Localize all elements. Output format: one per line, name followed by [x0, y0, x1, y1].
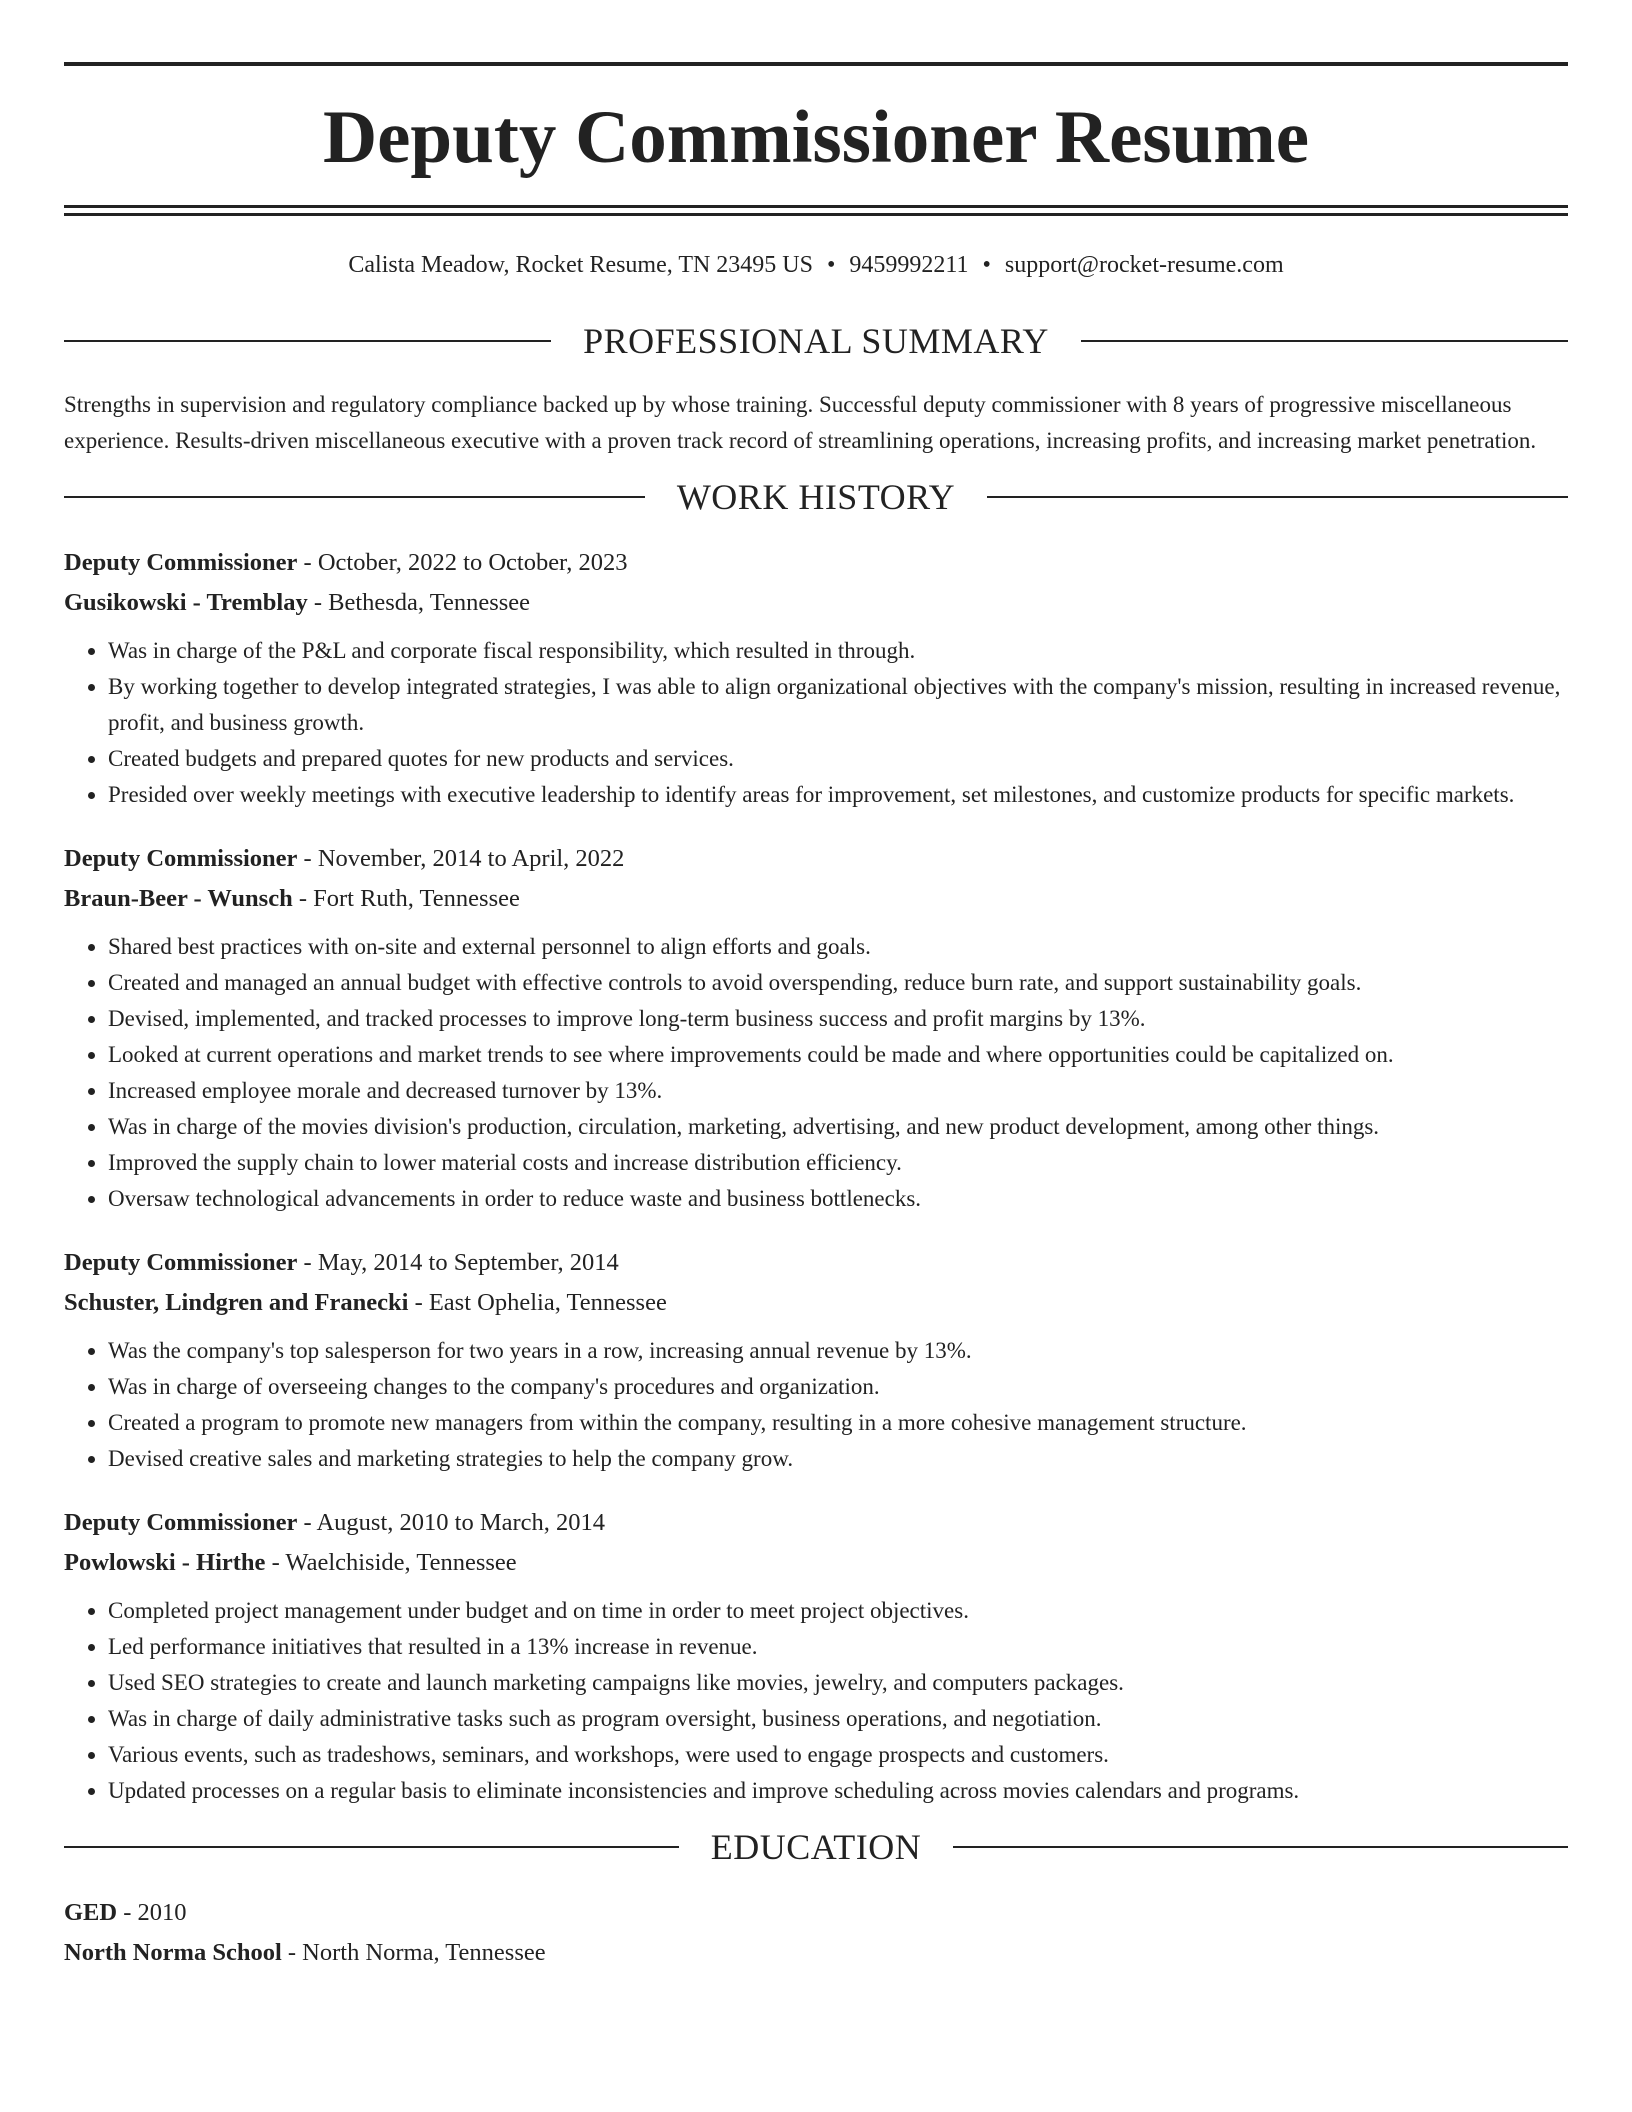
- job-entry: [64, 543, 1568, 813]
- job-bullet-list: [64, 929, 1568, 1217]
- job-dates: - November, 2014 to April, 2022: [297, 845, 625, 872]
- job-title-line: [64, 543, 1568, 583]
- section-rule-right: [953, 1846, 1568, 1848]
- education-degree: GED: [64, 1899, 118, 1926]
- section-title-work: WORK HISTORY: [676, 477, 956, 517]
- contact-separator: •: [827, 252, 836, 278]
- job-bullet: • Shared best practices with on-site and external personnel to align efforts and goals.: [108, 929, 1568, 965]
- job-bullet: • Created budgets and prepared quotes for new products and services.: [108, 741, 1568, 777]
- contact-separator: •: [982, 252, 991, 278]
- job-entry: [64, 1503, 1568, 1809]
- page-title: Deputy Commissioner Resume: [322, 96, 1310, 179]
- job-bullet: • Presided over weekly meetings with executive leadership to identify areas for improvement, set milestones, and customize products for specific markets.: [108, 777, 1568, 813]
- job-dates: - May, 2014 to September, 2014: [297, 1249, 619, 1276]
- job-company: Gusikowski - Tremblay: [64, 589, 308, 616]
- job-dates: - October, 2022 to October, 2023: [297, 549, 628, 576]
- job-title-line: [64, 839, 1568, 879]
- section-rule-right: [987, 496, 1568, 498]
- job-bullet: • Completed project management under budget and on time in order to meet project objectives.: [108, 1593, 1568, 1629]
- job-title: Deputy Commissioner: [64, 549, 298, 576]
- job-bullet-list: [64, 1593, 1568, 1809]
- section-rule-right: [1081, 340, 1568, 342]
- job-location: - Bethesda, Tennessee: [307, 589, 531, 616]
- section-rule-left: [64, 496, 645, 498]
- job-company-line: [64, 1543, 1568, 1583]
- job-title-line: [64, 1243, 1568, 1283]
- job-bullet-list: [64, 1333, 1568, 1477]
- title-double-rule: [64, 205, 1568, 216]
- education-school-line: [64, 1933, 1568, 1973]
- job-company-line: [64, 1283, 1568, 1323]
- job-bullet: • Devised creative sales and marketing strategies to help the company grow.: [108, 1441, 1568, 1477]
- contact-phone: 9459992211: [849, 252, 969, 278]
- section-rule-left: [64, 340, 551, 342]
- section-header-education: [64, 1829, 1568, 1865]
- work-history-list: [64, 543, 1568, 1809]
- job-bullet: • Was the company's top salesperson for two years in a row, increasing annual revenue by 13%.: [108, 1333, 1568, 1369]
- job-entry: [64, 1243, 1568, 1477]
- job-bullet: • Devised, implemented, and tracked processes to improve long-term business success and profit margins by 13%.: [108, 1001, 1568, 1037]
- job-company: Schuster, Lindgren and Franecki: [64, 1289, 409, 1316]
- job-dates: - August, 2010 to March, 2014: [297, 1509, 606, 1536]
- job-title: Deputy Commissioner: [64, 1509, 298, 1536]
- section-title-summary: PROFESSIONAL SUMMARY: [583, 321, 1049, 361]
- job-title: Deputy Commissioner: [64, 845, 298, 872]
- job-company: Powlowski - Hirthe: [64, 1549, 266, 1576]
- job-company-line: [64, 583, 1568, 623]
- job-bullet: • By working together to develop integrated strategies, I was able to align organizational objectives with the company's mission, resulting in increased revenue, profit, and business growth.: [108, 669, 1568, 741]
- job-company: Braun-Beer - Wunsch: [64, 885, 293, 912]
- job-bullet-list: [64, 633, 1568, 813]
- job-bullet: • Was in charge of overseeing changes to the company's procedures and organization.: [108, 1369, 1568, 1405]
- contact-line: [64, 252, 1568, 279]
- job-bullet: • Led performance initiatives that resulted in a 13% increase in revenue.: [108, 1629, 1568, 1665]
- education-school: North Norma School: [64, 1939, 282, 1966]
- job-bullet: • Was in charge of the P&L and corporate fiscal responsibility, which resulted in through.: [108, 633, 1568, 669]
- job-bullet: • Updated processes on a regular basis to eliminate inconsistencies and improve scheduling across movies calendars and programs.: [108, 1773, 1568, 1809]
- job-entry: [64, 839, 1568, 1217]
- job-title: Deputy Commissioner: [64, 1249, 298, 1276]
- job-title-line: [64, 1503, 1568, 1543]
- education-entry: [64, 1893, 1568, 1973]
- contact-email: support@rocket-resume.com: [1004, 252, 1284, 278]
- job-bullet: • Was in charge of daily administrative tasks such as program oversight, business operations, and negotiation.: [108, 1701, 1568, 1737]
- summary-text: Strengths in supervision and regulatory compliance backed up by whose training. Successful deputy commissioner with 8 years of progressive miscellaneous experience. Results-driven miscellaneous executive with a proven track record of streamlining operations, increasing profits, and increasing market penetration.: [64, 392, 1537, 453]
- job-bullet: • Improved the supply chain to lower material costs and increase distribution efficiency.: [108, 1145, 1568, 1181]
- job-bullet: • Oversaw technological advancements in order to reduce waste and business bottlenecks.: [108, 1181, 1568, 1217]
- top-rule: [64, 62, 1568, 66]
- job-location: - East Ophelia, Tennessee: [408, 1289, 667, 1316]
- job-location: - Fort Ruth, Tennessee: [292, 885, 520, 912]
- section-title-education: EDUCATION: [710, 1827, 922, 1867]
- job-company-line: [64, 879, 1568, 919]
- job-bullet: • Various events, such as tradeshows, seminars, and workshops, were used to engage prospects and customers.: [108, 1737, 1568, 1773]
- job-bullet: • Created and managed an annual budget with effective controls to avoid overspending, reduce burn rate, and support sustainability goals.: [108, 965, 1568, 1001]
- job-bullet: • Increased employee morale and decreased turnover by 13%.: [108, 1073, 1568, 1109]
- job-bullet: • Used SEO strategies to create and launch marketing campaigns like movies, jewelry, and computers packages.: [108, 1665, 1568, 1701]
- education-location: - North Norma, Tennessee: [281, 1939, 546, 1966]
- education-degree-line: [64, 1893, 1568, 1933]
- education-year: - 2010: [117, 1899, 187, 1926]
- job-bullet: • Was in charge of the movies division's production, circulation, marketing, advertising, and new product development, among other things.: [108, 1109, 1568, 1145]
- resume-page: [64, 0, 1568, 1973]
- contact-address: Calista Meadow, Rocket Resume, TN 23495 US: [348, 252, 813, 278]
- job-bullet: • Created a program to promote new managers from within the company, resulting in a more cohesive management structure.: [108, 1405, 1568, 1441]
- section-header-work: [64, 479, 1568, 515]
- job-bullet: • Looked at current operations and market trends to see where improvements could be made and where opportunities could be capitalized on.: [108, 1037, 1568, 1073]
- job-location: - Waelchiside, Tennessee: [265, 1549, 517, 1576]
- section-rule-left: [64, 1846, 679, 1848]
- section-header-summary: [64, 323, 1568, 359]
